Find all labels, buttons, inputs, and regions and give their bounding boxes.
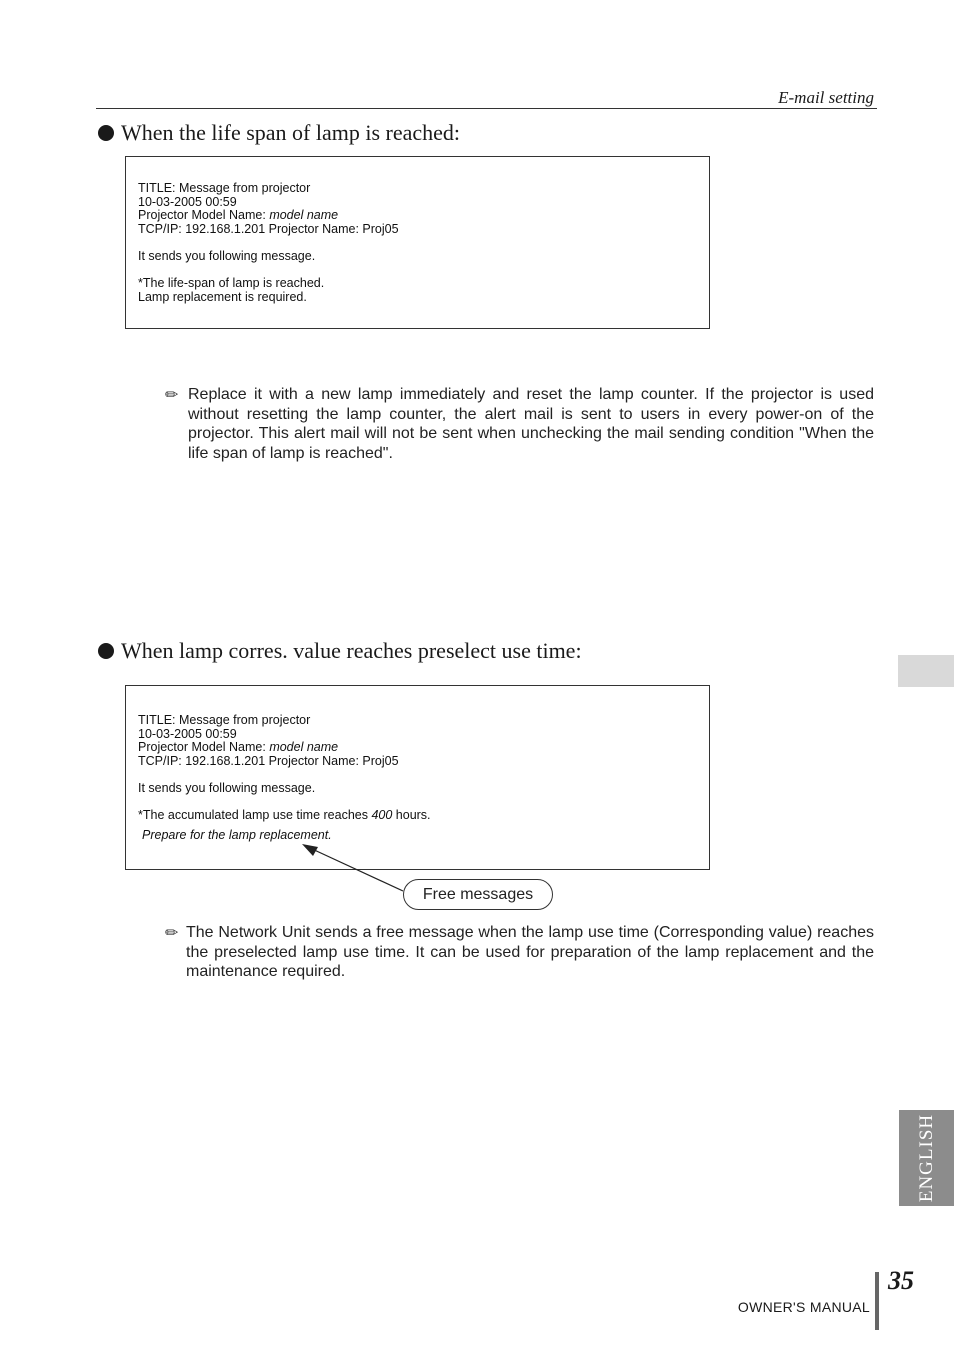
note-lamp-life: Replace it with a new lamp immediately and reset the lamp counter. If the projector is used without resetting the lamp counter, the alert mail is sent to users in every power-on of the projector. This alert mail will not be sent when unchecking the mail sending condition "When the life span of lamp is reached". xyxy=(188,386,874,462)
language-label: ENGLISH xyxy=(915,1113,937,1203)
mail-datetime: 10-03-2005 00:59 xyxy=(138,727,237,741)
mail-title: TITLE: Message from projector xyxy=(138,181,311,195)
mail-model-label: Projector Model Name: xyxy=(138,740,270,754)
mail-network: TCP/IP: 192.168.1.201 Projector Name: Proj05 xyxy=(138,222,399,236)
mail-message-line: Lamp replacement is required. xyxy=(138,290,307,304)
arrowhead-icon xyxy=(302,844,318,856)
mail-title: TITLE: Message from projector xyxy=(138,713,311,727)
mail-model-value: model name xyxy=(269,740,339,754)
mail-network: TCP/IP: 192.168.1.201 Projector Name: Proj05 xyxy=(138,754,399,768)
mail-datetime: 10-03-2005 00:59 xyxy=(138,195,237,209)
callout-arrow-line xyxy=(310,848,403,891)
pencil-icon: ✏ xyxy=(165,925,179,942)
mail-intro: It sends you following message. xyxy=(138,781,316,795)
section-label: E-mail setting xyxy=(778,88,874,107)
note-preselect-time: The Network Unit sends a free message when the lamp use time (Corresponding value) reaches the preselected lamp use time. It can be used for preparation of the lamp replacement and the maintenance required. xyxy=(186,924,874,980)
pencil-icon: ✏ xyxy=(165,387,179,404)
manual-label: OWNER'S MANUAL xyxy=(737,1299,870,1315)
free-messages-callout: Free messages xyxy=(403,879,553,910)
mail-hours-suffix: hours. xyxy=(392,808,431,822)
mail-message-line: *The life-span of lamp is reached. xyxy=(138,276,325,290)
heading-text: When lamp corres. value reaches preselect use time: xyxy=(121,638,582,663)
mail-model-value: model name xyxy=(269,208,339,222)
mail-hours-value: 400 xyxy=(371,808,393,822)
page-number: 35 xyxy=(888,1266,914,1295)
heading-text: When the life span of lamp is reached: xyxy=(121,120,461,145)
mail-hours-prefix: *The accumulated lamp use time reaches xyxy=(138,808,372,822)
page-number-bar xyxy=(875,1272,879,1330)
mail-model-label: Projector Model Name: xyxy=(138,208,270,222)
language-tab xyxy=(899,1110,954,1206)
mail-intro: It sends you following message. xyxy=(138,249,316,263)
free-message-text: Prepare for the lamp replacement. xyxy=(142,828,332,842)
